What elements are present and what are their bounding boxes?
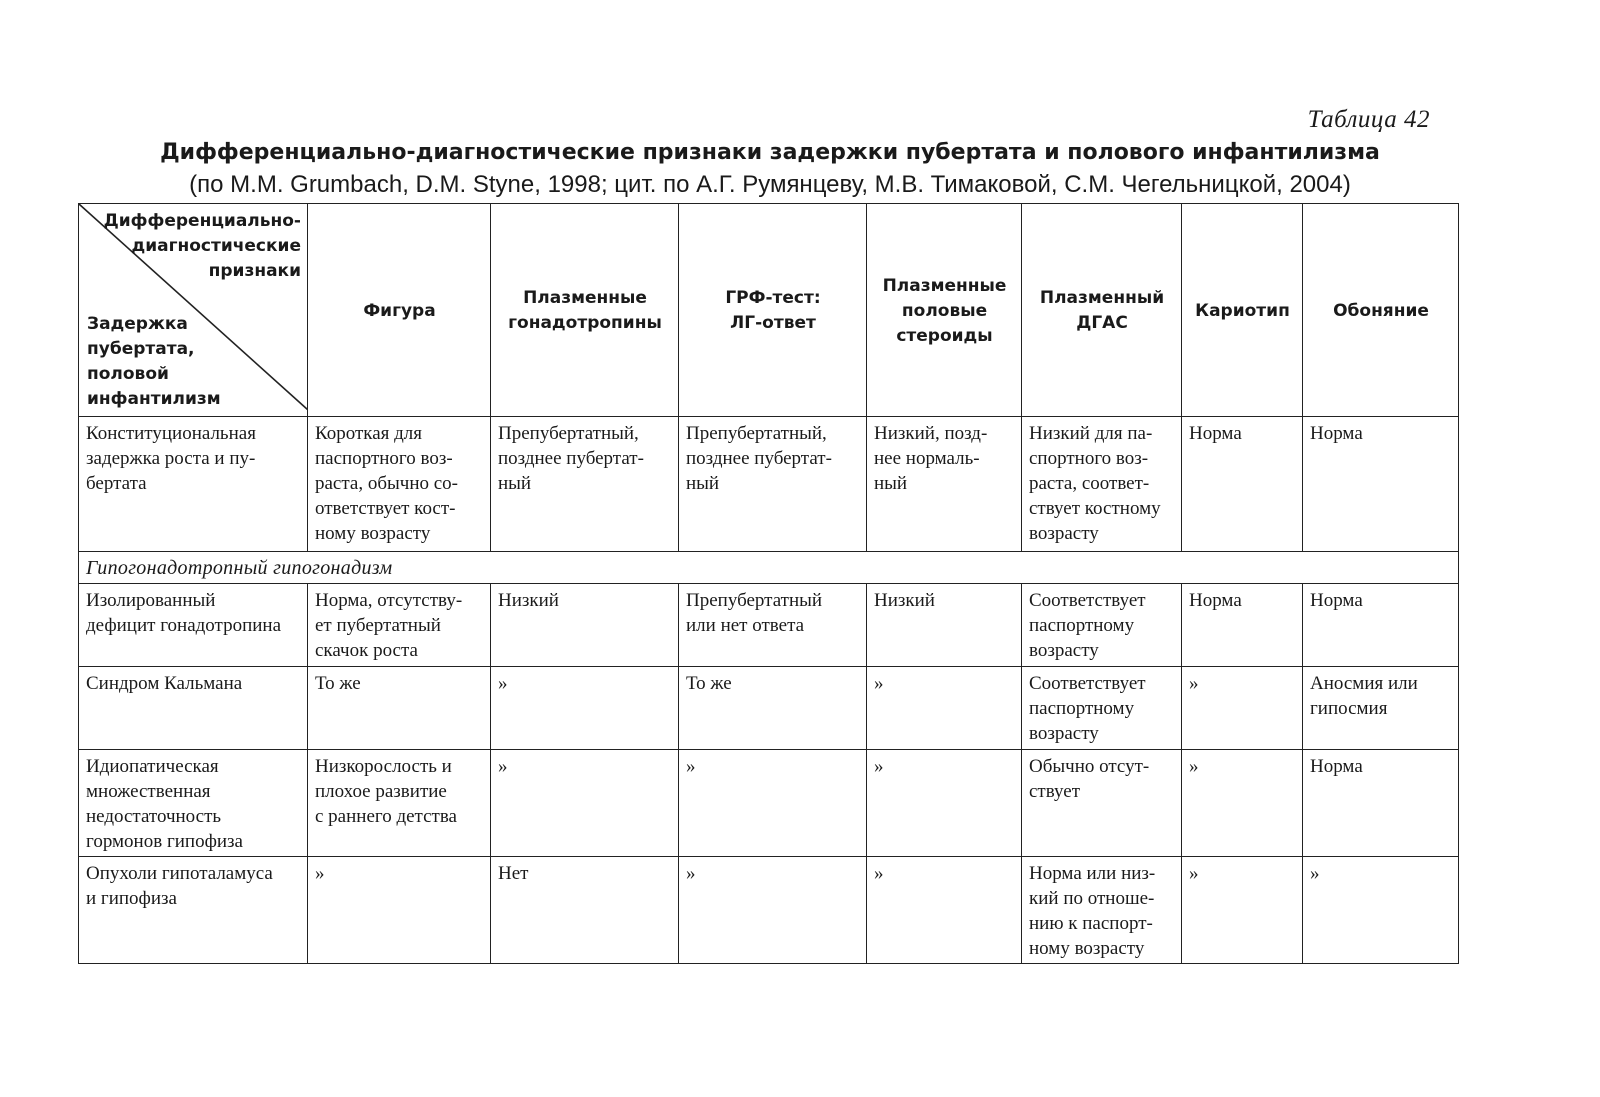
section-row xyxy=(79,552,1459,584)
col-header-steroids xyxy=(867,204,1022,417)
cell-gonadotropins xyxy=(491,857,679,964)
cell-line: » xyxy=(874,863,884,884)
cell-karyotype: » xyxy=(1182,750,1303,857)
cell-gonadotropins xyxy=(491,750,679,857)
cell-steroids xyxy=(867,584,1022,667)
table-row xyxy=(79,667,1459,750)
table-row xyxy=(79,750,1459,857)
cell-karyotype: » xyxy=(1182,667,1303,750)
diagnostic-table xyxy=(78,203,1459,964)
cell-line: скачок роста xyxy=(315,640,418,661)
cell-condition xyxy=(79,857,308,964)
cell-line: нее нормаль- xyxy=(874,448,980,469)
cell-line: Норма или низ- xyxy=(1029,863,1156,884)
corner-bottom-line: инфантилизм xyxy=(87,389,221,409)
cell-line: и гипофиза xyxy=(86,888,177,909)
cell-line: кий по отноше- xyxy=(1029,888,1155,909)
col-header-grf-test xyxy=(679,204,867,417)
cell-line: раста, соответ- xyxy=(1029,473,1150,494)
cell-grf-test xyxy=(679,584,867,667)
cell-figura xyxy=(308,750,491,857)
corner-bottom-line: половой xyxy=(87,364,169,384)
cell-steroids xyxy=(867,750,1022,857)
table-number-label: Таблица 42 xyxy=(1307,106,1430,133)
header-line: Плазменный xyxy=(1039,288,1165,308)
cell-line: » xyxy=(1310,863,1320,884)
cell-line: Низкий для па- xyxy=(1029,423,1153,444)
header-line: Плазменные xyxy=(523,288,647,308)
cell-dgas xyxy=(1022,584,1182,667)
col-header-smell: Обоняние xyxy=(1303,204,1459,417)
cell-line: » xyxy=(686,756,696,777)
cell-line: ный xyxy=(874,473,908,494)
cell-line: ствует xyxy=(1029,781,1081,802)
cell-line: Препубертатный, xyxy=(686,423,827,444)
cell-line: позднее пубертат- xyxy=(498,448,644,469)
cell-line: спортного воз- xyxy=(1029,448,1149,469)
cell-line: нию к паспорт- xyxy=(1029,913,1153,934)
header-corner-cell xyxy=(79,204,308,417)
cell-line: Нет xyxy=(498,863,529,884)
cell-line: Низкий xyxy=(498,590,559,611)
cell-line: ный xyxy=(686,473,720,494)
cell-line: дефицит гонадотропина xyxy=(86,615,282,636)
header-line: Плазменные xyxy=(882,275,1007,296)
corner-top-line: Дифференциально- xyxy=(103,211,301,231)
cell-karyotype: Норма xyxy=(1182,584,1303,667)
cell-line: ному возрасту xyxy=(1029,938,1145,959)
cell-line: плохое развитие xyxy=(315,781,447,802)
corner-bottom-label xyxy=(87,312,221,412)
cell-line: Низкорослость и xyxy=(315,756,452,777)
cell-line: Идиопатическая xyxy=(86,756,219,777)
header-line: ДГАС xyxy=(1076,313,1128,333)
cell-steroids xyxy=(867,857,1022,964)
cell-gonadotropins xyxy=(491,584,679,667)
col-header-karyotype: Кариотип xyxy=(1182,204,1303,417)
col-header-dgas xyxy=(1022,204,1182,417)
cell-line: Аносмия или xyxy=(1310,673,1418,694)
cell-line: бертата xyxy=(86,473,147,494)
section-title: Гипогонадотропный гипогонадизм xyxy=(79,552,1459,584)
cell-karyotype: » xyxy=(1182,857,1303,964)
cell-dgas xyxy=(1022,667,1182,750)
cell-line: Низкий, позд- xyxy=(874,423,988,444)
cell-steroids xyxy=(867,667,1022,750)
header-line: ЛГ-ответ xyxy=(730,313,816,333)
cell-line: возрасту xyxy=(1029,723,1099,744)
cell-grf-test xyxy=(679,417,867,552)
cell-line: Обычно отсут- xyxy=(1029,756,1150,777)
cell-line: Синдром Кальмана xyxy=(86,673,243,694)
corner-top-line: признаки xyxy=(208,261,301,281)
cell-line: раста, обычно со- xyxy=(315,473,459,494)
cell-line: ствует костному xyxy=(1029,498,1161,519)
cell-grf-test xyxy=(679,750,867,857)
table-row xyxy=(79,584,1459,667)
cell-line: с раннего детства xyxy=(315,806,457,827)
cell-steroids xyxy=(867,417,1022,552)
table-subtitle: (по M.M. Grumbach, D.M. Styne, 1998; цит. по А.Г. Румянцеву, М.В. Тимаковой, С.М. Чегельницкой, 2004) xyxy=(189,171,1351,198)
cell-line: » xyxy=(498,756,508,777)
cell-line: ответствует кост- xyxy=(315,498,456,519)
cell-condition xyxy=(79,417,308,552)
cell-condition xyxy=(79,667,308,750)
cell-line: » xyxy=(686,863,696,884)
cell-line: Конституциональная xyxy=(86,423,256,444)
cell-line: » xyxy=(874,756,884,777)
cell-line: паспортному xyxy=(1029,698,1135,719)
cell-line: возрасту xyxy=(1029,523,1099,544)
cell-line: ный xyxy=(498,473,532,494)
cell-line: Препубертатный, xyxy=(498,423,639,444)
table-title: Дифференциально-диагностические признаки задержки пубертата и полового инфантилизма xyxy=(160,140,1380,165)
cell-line: » xyxy=(315,863,325,884)
header-line: половые xyxy=(901,300,988,321)
cell-line: Соответствует xyxy=(1029,673,1146,694)
cell-line: паспортного воз- xyxy=(315,448,453,469)
cell-gonadotropins xyxy=(491,417,679,552)
cell-smell xyxy=(1303,667,1459,750)
cell-line: ному возрасту xyxy=(315,523,431,544)
cell-figura xyxy=(308,857,491,964)
cell-condition xyxy=(79,750,308,857)
cell-line: Соответствует xyxy=(1029,590,1146,611)
cell-gonadotropins xyxy=(491,667,679,750)
cell-line: задержка роста и пу- xyxy=(86,448,256,469)
cell-dgas xyxy=(1022,417,1182,552)
cell-line: ет пубертатный xyxy=(315,615,441,636)
cell-dgas xyxy=(1022,750,1182,857)
cell-line: возрасту xyxy=(1029,640,1099,661)
cell-smell: Норма xyxy=(1303,584,1459,667)
cell-smell xyxy=(1303,750,1459,857)
table-row xyxy=(79,857,1459,964)
header-row xyxy=(79,204,1459,417)
col-header-gonadotropins xyxy=(491,204,679,417)
cell-line: Короткая для xyxy=(315,423,423,444)
cell-line: Низкий xyxy=(874,590,935,611)
cell-grf-test xyxy=(679,857,867,964)
cell-line: Препубертатный xyxy=(686,590,823,611)
cell-line: или нет ответа xyxy=(686,615,805,636)
cell-line: » xyxy=(498,673,508,694)
table-row xyxy=(79,417,1459,552)
corner-bottom-line: пубертата, xyxy=(87,339,195,359)
header-line: ГРФ-тест: xyxy=(725,288,821,308)
cell-figura xyxy=(308,417,491,552)
cell-line: То же xyxy=(686,673,732,694)
cell-line: паспортному xyxy=(1029,615,1135,636)
corner-top-line: диагностические xyxy=(131,236,301,256)
header-line: гонадотропины xyxy=(508,313,662,333)
cell-smell xyxy=(1303,857,1459,964)
cell-karyotype: Норма xyxy=(1182,417,1303,552)
cell-smell: Норма xyxy=(1303,417,1459,552)
cell-line: Норма xyxy=(1310,756,1363,777)
cell-line: Изолированный xyxy=(86,590,216,611)
cell-figura xyxy=(308,667,491,750)
cell-line: Норма, отсутству- xyxy=(315,590,463,611)
cell-grf-test xyxy=(679,667,867,750)
cell-figura xyxy=(308,584,491,667)
header-line: стероиды xyxy=(896,325,993,346)
cell-line: Опухоли гипоталамуса xyxy=(86,863,273,884)
cell-line: гормонов гипофиза xyxy=(86,831,243,852)
corner-top-label xyxy=(104,209,301,284)
cell-line: недостаточность xyxy=(86,806,222,827)
col-header-figura: Фигура xyxy=(308,204,491,417)
corner-bottom-line: Задержка xyxy=(87,314,188,334)
cell-line: » xyxy=(874,673,884,694)
cell-line: позднее пубертат- xyxy=(686,448,832,469)
cell-dgas xyxy=(1022,857,1182,964)
cell-condition xyxy=(79,584,308,667)
cell-line: гипосмия xyxy=(1310,698,1388,719)
cell-line: множественная xyxy=(86,781,211,802)
cell-line: То же xyxy=(315,673,361,694)
